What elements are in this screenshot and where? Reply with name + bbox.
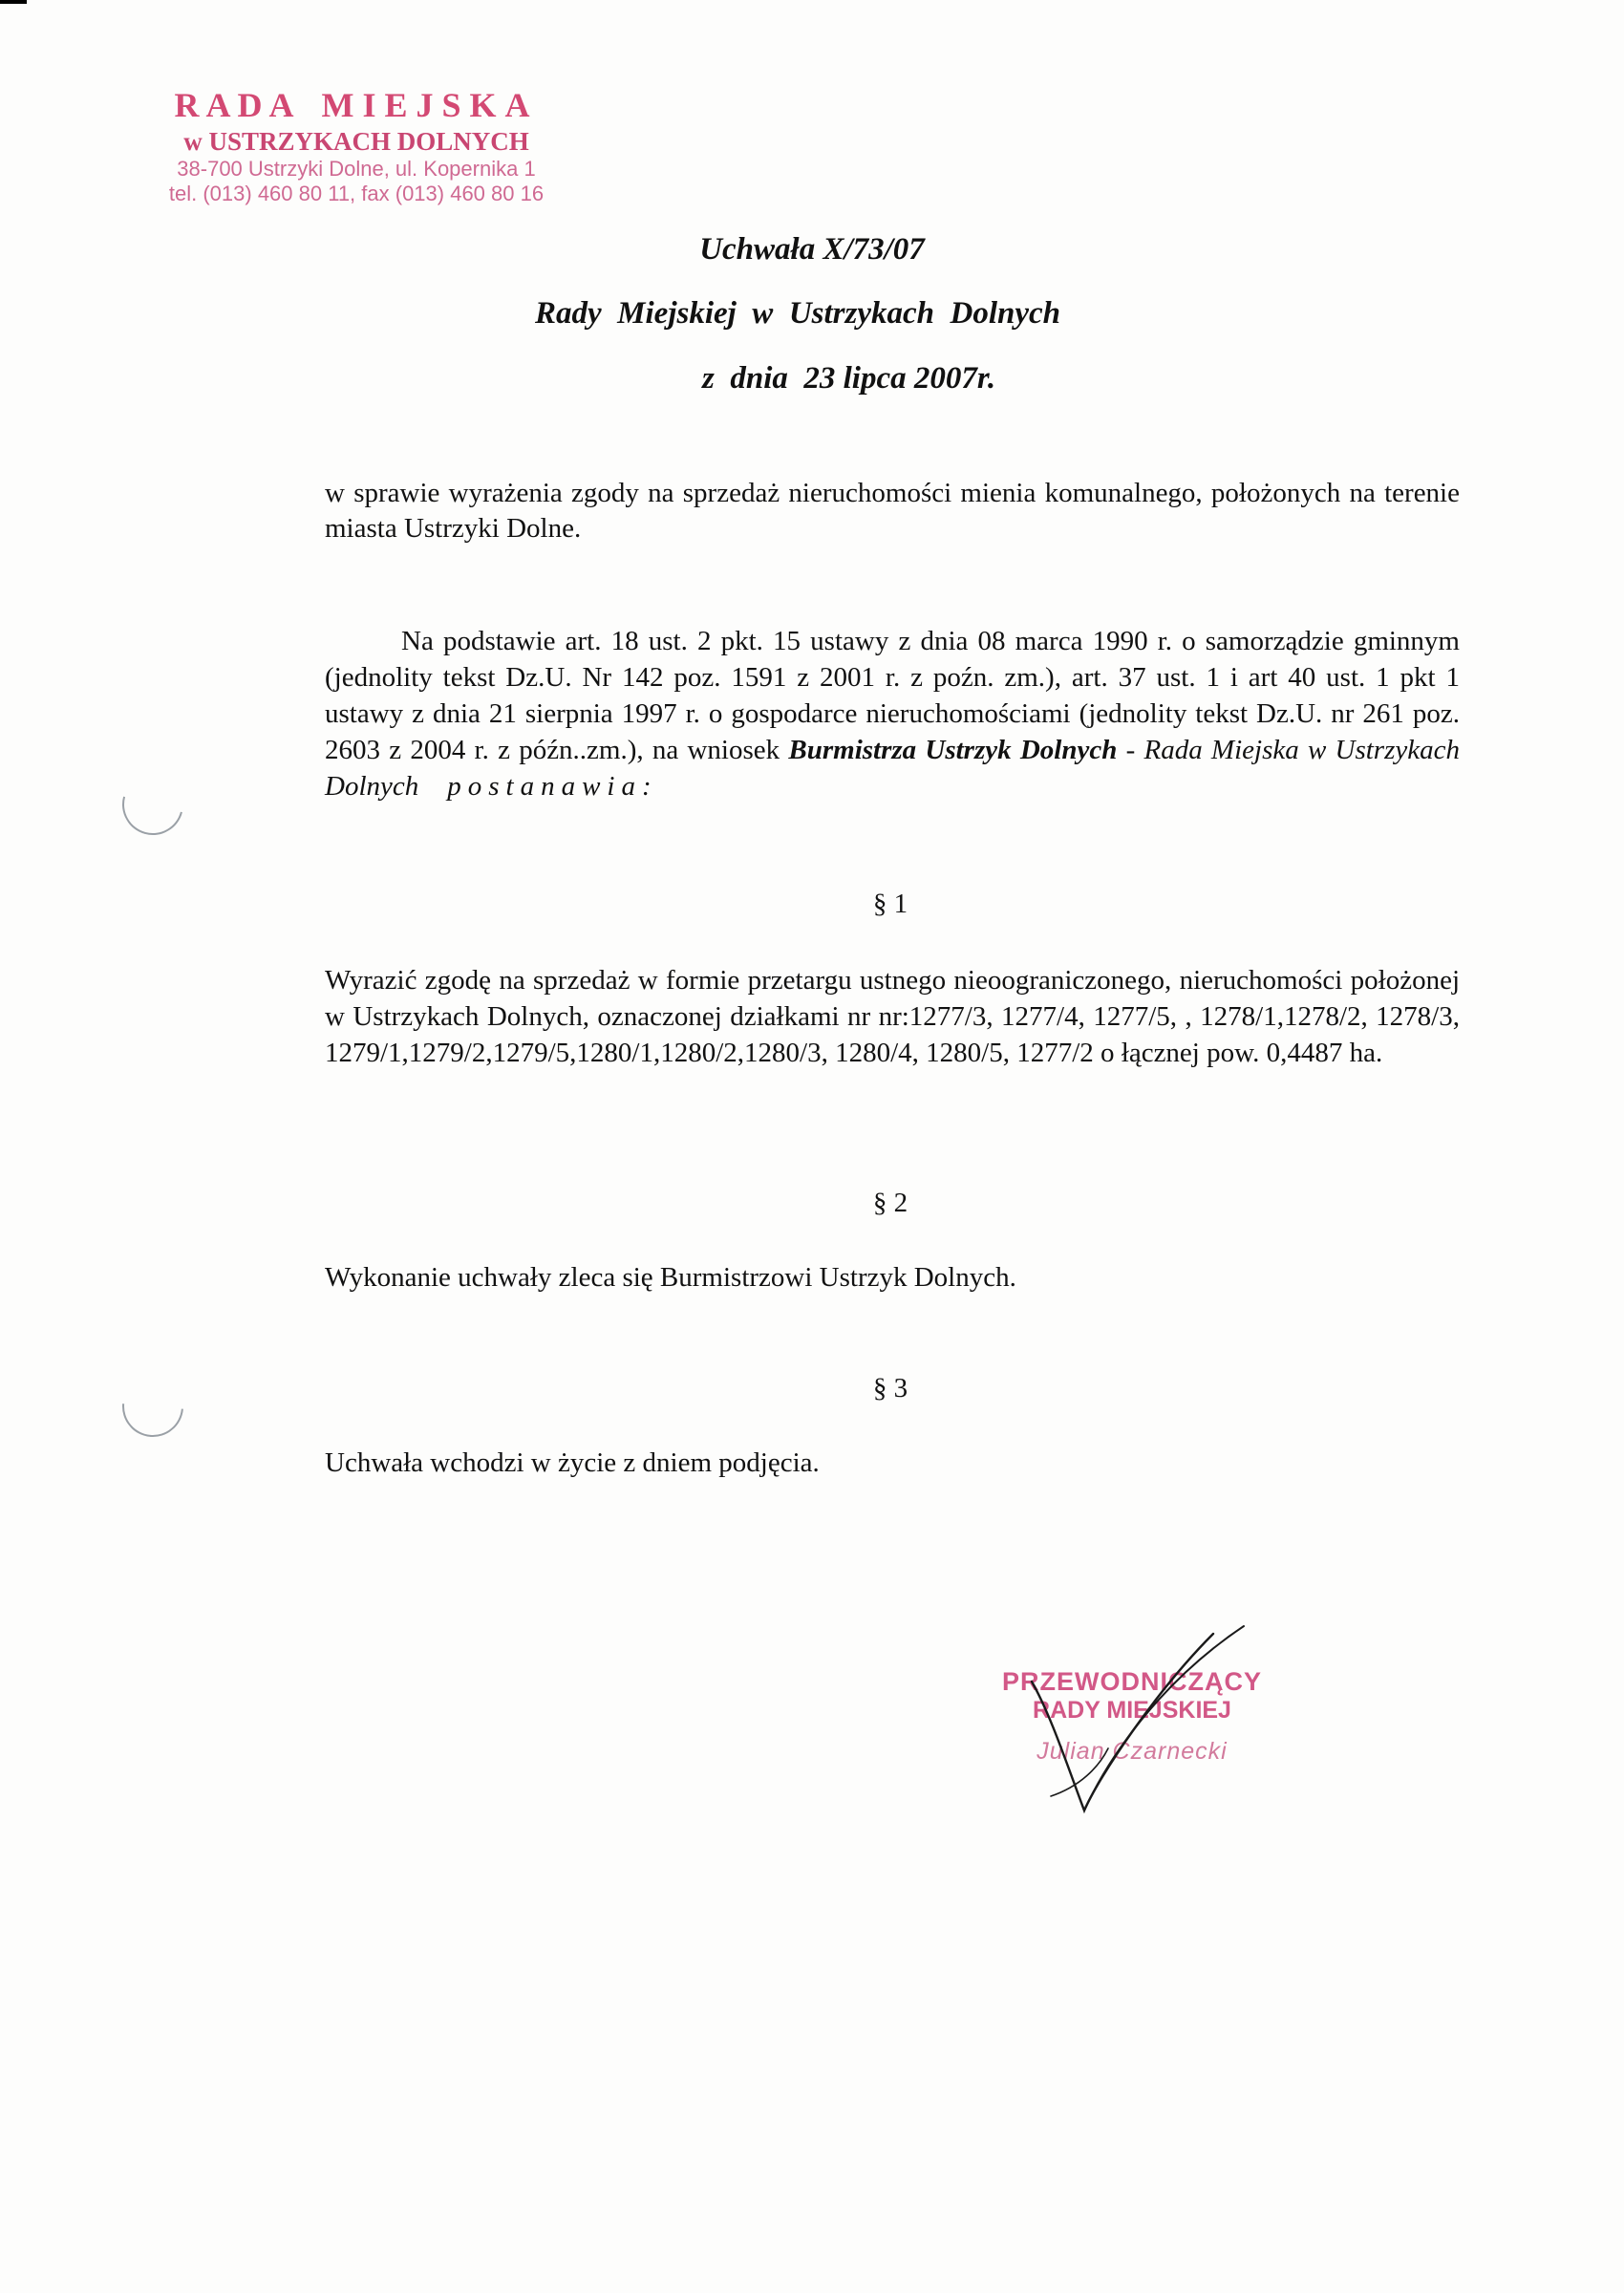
chairman-role: PRZEWODNICZĄCY: [1002, 1667, 1262, 1696]
stamp-city: w USTRZYKACH DOLNYCH: [183, 127, 529, 157]
resolution-date: z dnia 23 lipca 2007r.: [702, 361, 996, 396]
basis-dash: -: [1117, 735, 1144, 765]
council-name: Rada Miejska w Ustrzykach Dolnych: [325, 735, 1460, 802]
legal-basis-text: Na podstawie art. 18 ust. 2 pkt. 15 ustawy z dnia 08 marca 1990 r. o samorządzie gminnym (jednolity tekst Dz.U. Nr 142 poz. 1591 z 2001 r. z poźn. zm.), art. 37 ust. 1 i art 40 ust. 1 pkt 1 ustawy z dnia 21 sierpnia 1997 r. o gospodarce nieruchomościami (jednolity tekst Dz.U. nr 261 poz. 2603 z 2004 r. z późn..zm.), na wniosek: [325, 626, 1460, 765]
mayor-name: Burmistrza Ustrzyk Dolnych: [788, 735, 1118, 765]
resolution-issuer: Rady Miejskiej w Ustrzykach Dolnych: [535, 296, 1060, 331]
punch-hole-mark: [111, 762, 194, 846]
resolution-subject: w sprawie wyrażenia zgody na sprzedaż nieruchomości mienia komunalnego, położonych na terenie miasta Ustrzyki Dolne.: [325, 478, 1460, 544]
section-3-text: Uchwała wchodzi w życie z dniem podjęcia.: [325, 1447, 820, 1478]
council-header-stamp: [132, 86, 581, 205]
stamp-address: 38-700 Ustrzyki Dolne, ul. Kopernika 1: [177, 157, 536, 182]
legal-basis: [325, 623, 1460, 804]
section-3-title: § 3: [872, 1373, 908, 1404]
punch-hole-mark: [110, 1363, 196, 1449]
chairman-body: RADY MIEJSKIEJ: [1033, 1697, 1231, 1725]
stamp-org-part2: MIEJSKA: [321, 86, 539, 124]
stamp-phone: tel. (013) 460 80 11, fax (013) 460 80 16: [168, 181, 545, 205]
stamp-org-name: [132, 86, 581, 125]
chairman-name: Julian Czarnecki: [1036, 1737, 1228, 1765]
section-2-title: § 2: [872, 1188, 908, 1218]
section-2-text: Wykonanie uchwały zleca się Burmistrzowi Ustrzyk Dolnych.: [325, 1262, 1016, 1293]
section-1-title: § 1: [872, 889, 908, 919]
resolution-number: Uchwała X/73/07: [699, 232, 925, 267]
stamp-org-part1: RADA: [174, 86, 301, 124]
resolves-word: postanawia:: [447, 771, 658, 802]
scan-edge-mark: [0, 0, 27, 4]
section-1-text: Wyrazić zgodę na sprzedaż w formie przetargu ustnego nieoograniczonego, nieruchomości położonej w Ustrzykach Dolnych, oznaczonej działkami nr nr:1277/3, 1277/4, 1277/5, , 1278/1,1278/2, 1278/3, 1279/1,1279/2,1279/5,1280/1,1280/2,1280/3, 1280/4, 1280/5, 1277/2 o łącznej pow. 0,4487 ha.: [325, 965, 1460, 1068]
handwritten-signature: [994, 1624, 1261, 1825]
